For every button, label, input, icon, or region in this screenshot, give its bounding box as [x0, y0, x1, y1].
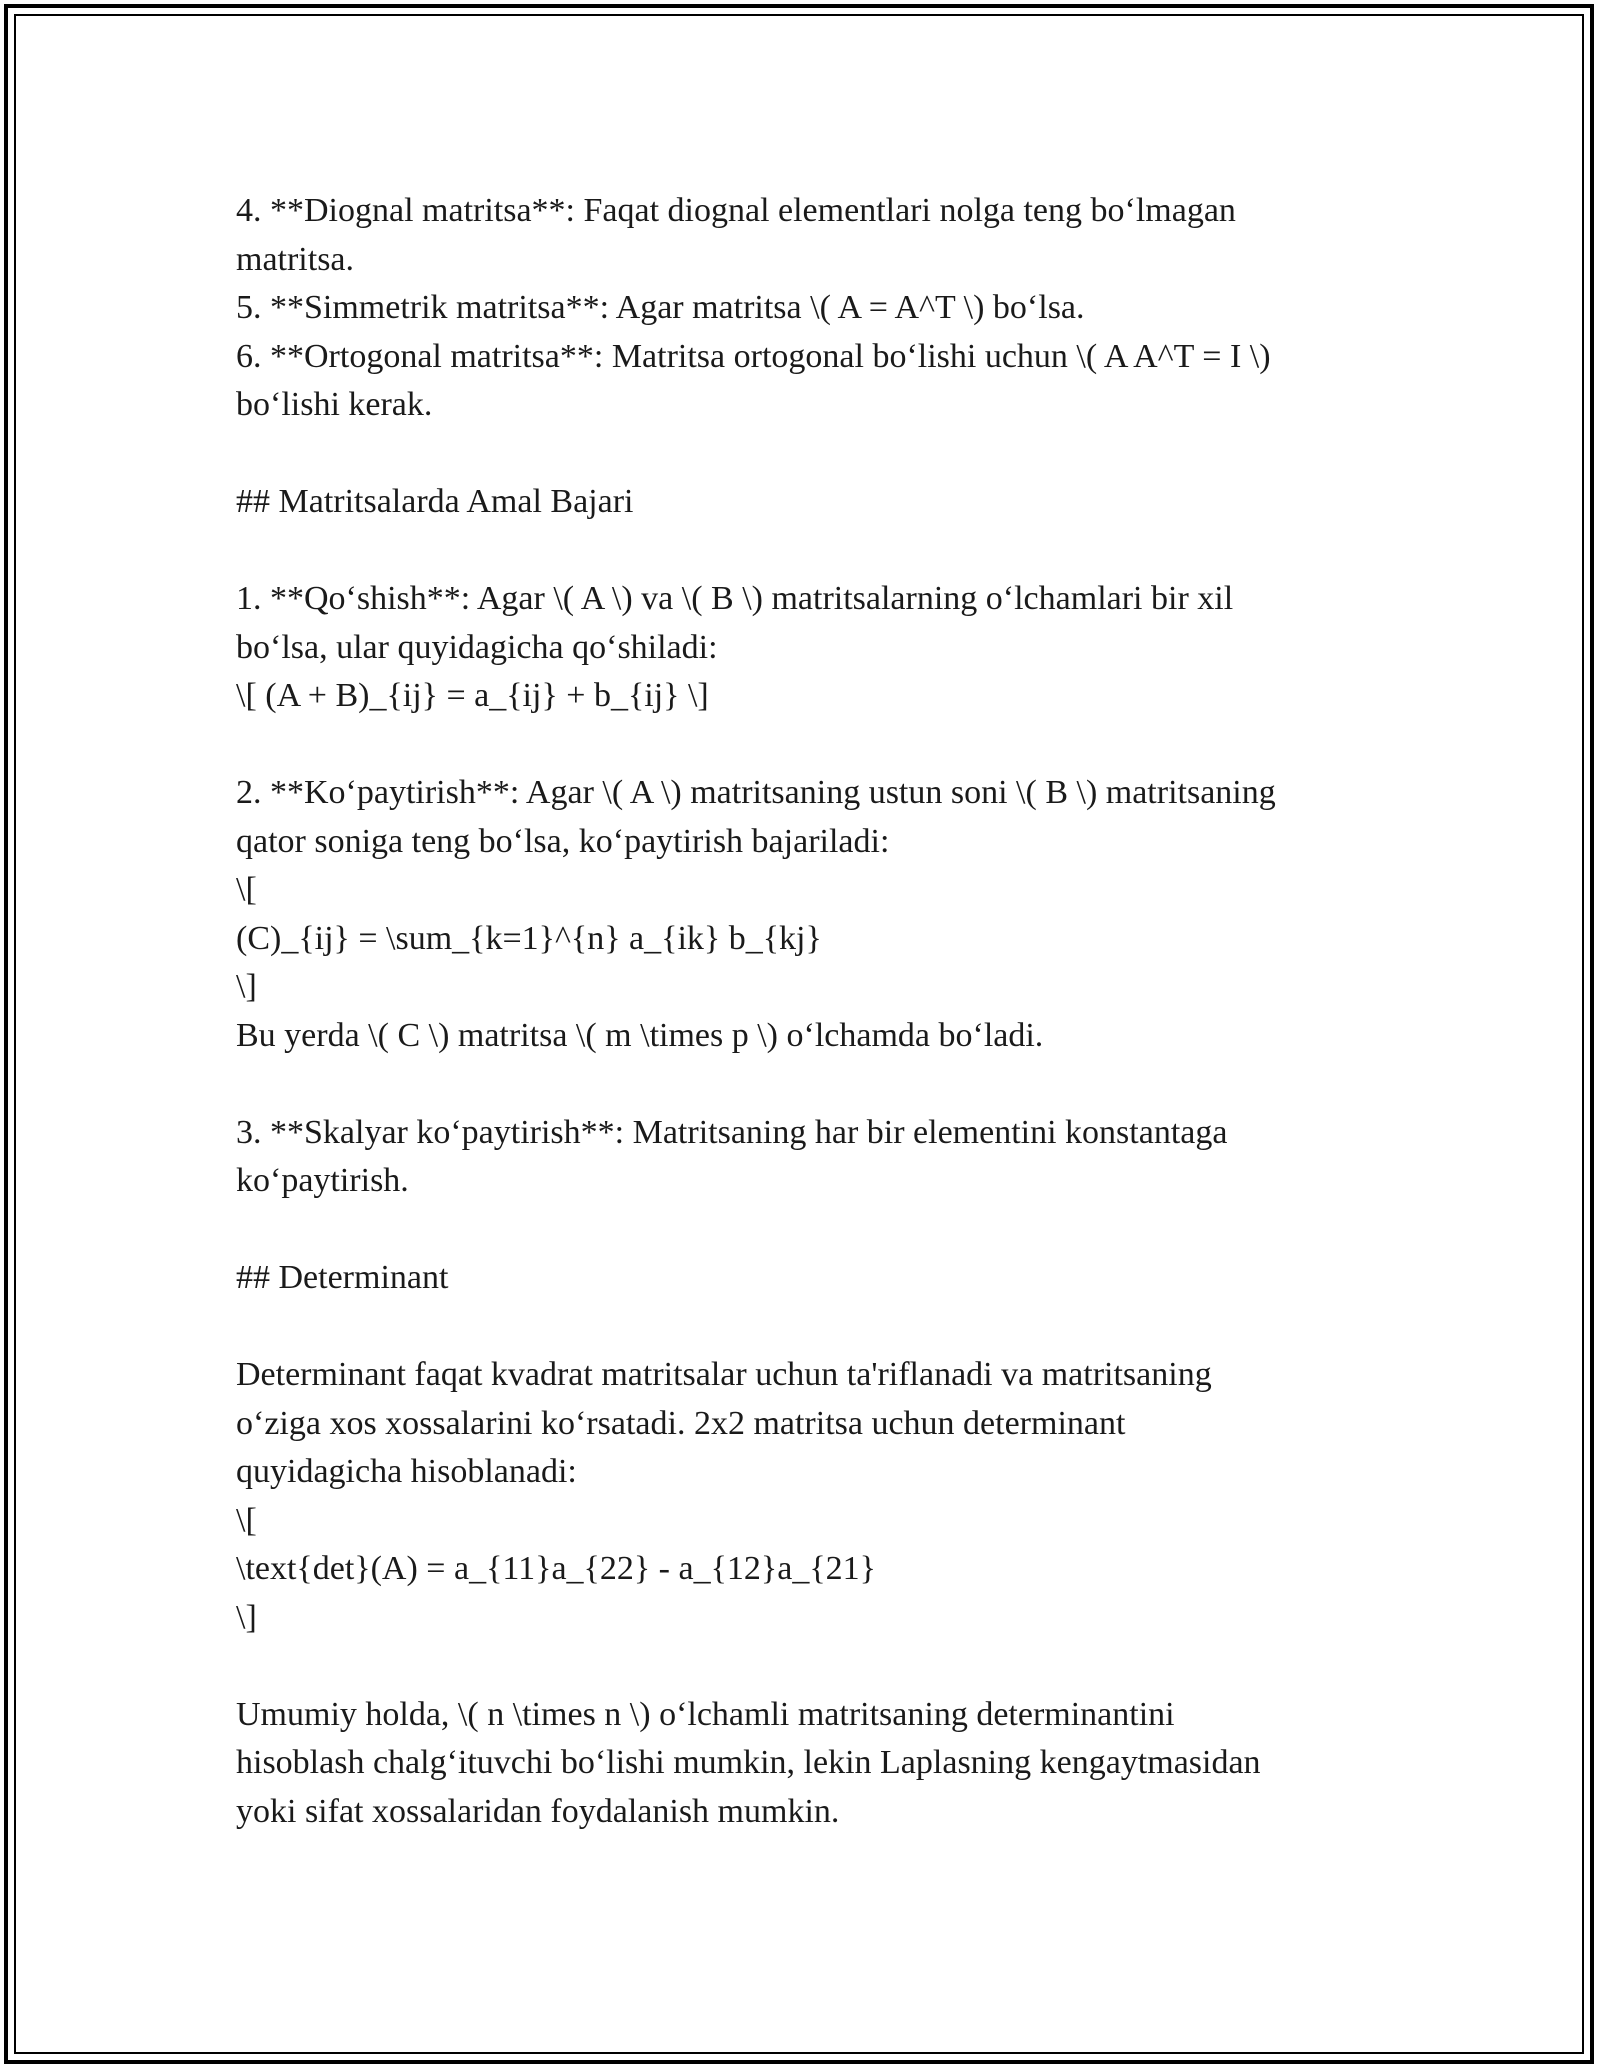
formula-line: \[ (A + B)_{ij} = a_{ij} + b_{ij} \] — [236, 677, 709, 714]
section-heading: ## Determinant — [236, 1259, 449, 1296]
formula-line: \text{det}(A) = a_{11}a_{22} - a_{12}a_{21} — [236, 1550, 876, 1587]
text-line: 5. **Simmetrik matritsa**: Agar matritsa \( A = A^T \) bo‘lsa. — [236, 289, 1085, 326]
text-line: 1. **Qo‘shish**: Agar \( A \) va \( B \) matritsalarning o‘lchamlari bir xil — [236, 580, 1234, 617]
formula-line: \[ — [236, 1501, 257, 1539]
text-line: Determinant faqat kvadrat matritsalar uchun ta'riflanadi va matritsaning — [236, 1356, 1212, 1393]
text-line: hisoblash chalg‘ituvchi bo‘lishi mumkin, lekin Laplasning kengaytmasidan — [236, 1744, 1261, 1781]
text-line: qator soniga teng bo‘lsa, ko‘paytirish bajariladi: — [236, 822, 890, 860]
blank-line — [236, 1303, 1396, 1352]
text-line: 6. **Ortogonal matritsa**: Matritsa ortogonal bo‘lishi uchun \( A A^T = I \) — [236, 337, 1271, 375]
text-line: matritsa. — [236, 240, 355, 278]
blank-line — [236, 527, 1396, 576]
blank-line — [236, 1060, 1396, 1109]
text-line: ko‘paytirish. — [236, 1162, 409, 1199]
text-line: bo‘lsa, ular quyidagicha qo‘shiladi: — [236, 628, 718, 666]
text-line: o‘ziga xos xossalarini ko‘rsatadi. 2x2 matritsa uchun determinant — [236, 1404, 1126, 1442]
text-line: 4. **Diognal matritsa**: Faqat diognal elementlari nolga teng bo‘lmagan — [236, 192, 1236, 229]
blank-line — [236, 1642, 1396, 1691]
text-line: Umumiy holda, \( n \times n \) o‘lchamli matritsaning determinantini — [236, 1695, 1175, 1733]
blank-line — [236, 1206, 1396, 1255]
text-line: 2. **Ko‘paytirish**: Agar \( A \) matritsaning ustun soni \( B \) matritsaning — [236, 774, 1276, 811]
formula-line: \] — [236, 1598, 257, 1636]
formula-line: \[ — [236, 871, 257, 908]
section-heading: ## Matritsalarda Amal Bajari — [236, 483, 634, 520]
document-body — [236, 187, 1396, 1836]
formula-line: (C)_{ij} = \sum_{k=1}^{n} a_{ik} b_{kj} — [236, 919, 822, 957]
text-line: Bu yerda \( C \) matritsa \( m \times p \) o‘lchamda bo‘ladi. — [236, 1016, 1044, 1054]
text-line: quyidagicha hisoblanadi: — [236, 1453, 577, 1490]
text-line: 3. **Skalyar ko‘paytirish**: Matritsaning har bir elementini konstantaga — [236, 1113, 1228, 1151]
text-line: bo‘lishi kerak. — [236, 386, 433, 423]
blank-line — [236, 430, 1396, 479]
blank-line — [236, 721, 1396, 770]
text-line: yoki sifat xossalaridan foydalanish mumkin. — [236, 1792, 840, 1830]
formula-line: \] — [236, 968, 257, 1005]
